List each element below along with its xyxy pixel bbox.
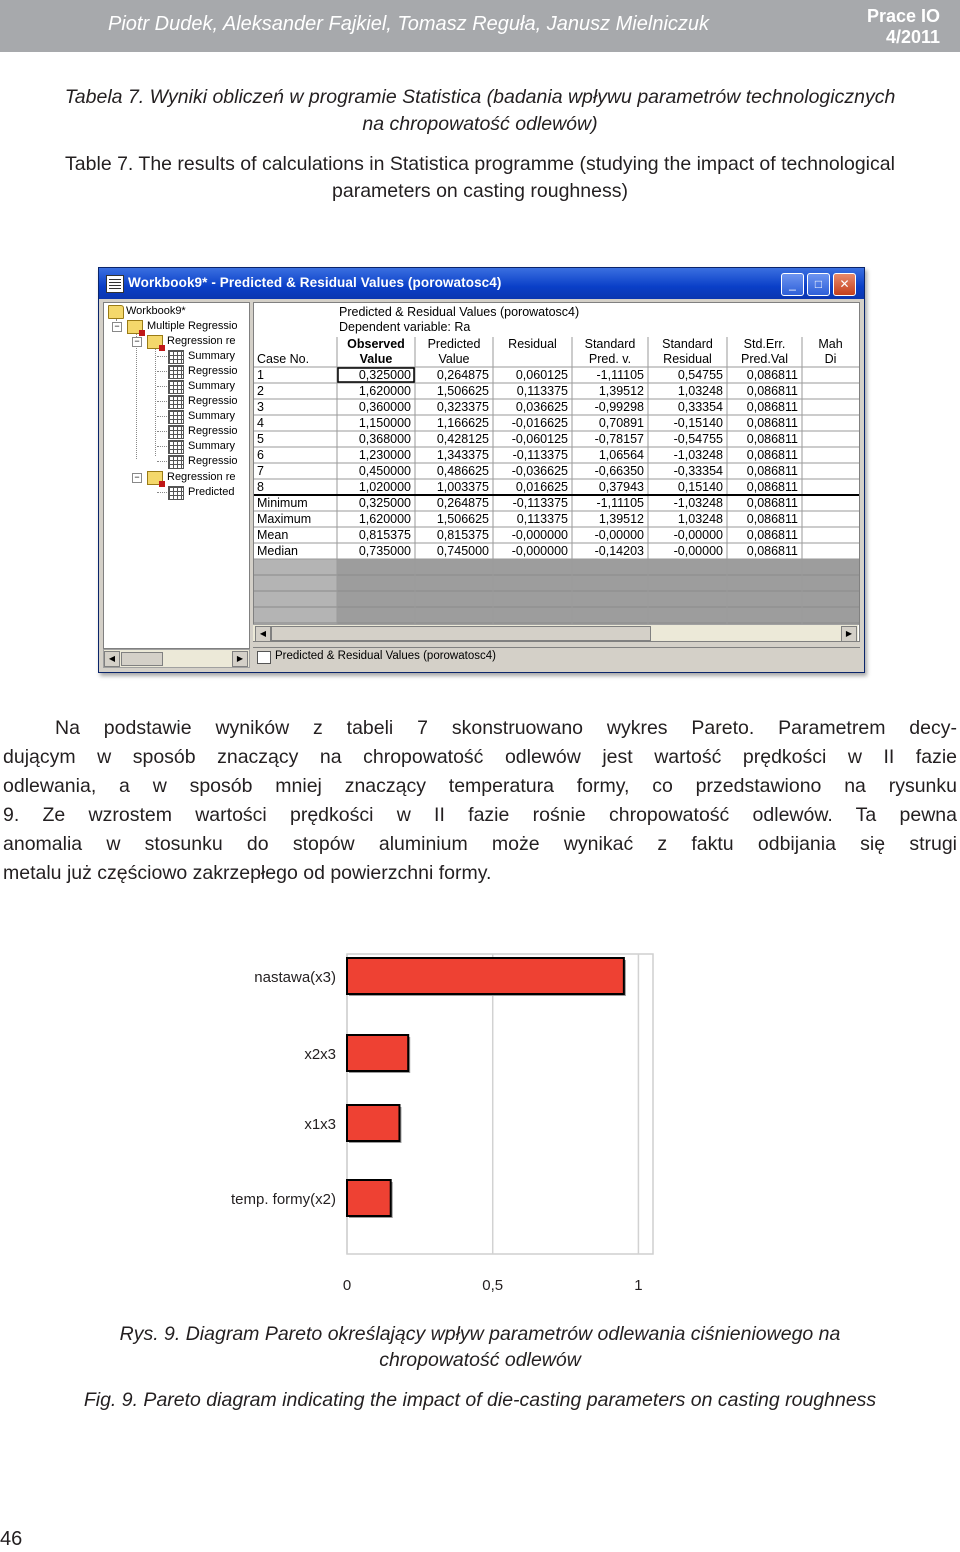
column-header: Di [824,352,837,366]
table-cell: -0,15140 [673,416,723,430]
tree-subfolder-label: Regression re [167,471,236,483]
table-cell: 0,264875 [436,368,489,382]
table-cell: 0,368000 [358,432,411,446]
spreadsheet-icon [168,380,184,394]
table-cell: 1,150000 [358,416,411,430]
tree-item-label: Predicted [188,486,235,498]
row-label: Minimum [257,496,308,510]
table-caption-pl-line1: Tabela 7. Wyniki obliczeń w programie Statistica (badania wpływu parametrów technologicznych [64,86,896,108]
collapse-icon[interactable]: − [112,322,122,332]
spreadsheet-icon [168,365,184,379]
paragraph-line: odlewania, a w sposób mniej znaczący temperatura formy, co przedstawiono na rysunku [3,775,957,797]
row-label: 2 [257,384,264,398]
tree-item-label: Regressio [188,365,238,377]
minimize-button[interactable]: _ [781,273,804,296]
table-cell: 0,086811 [746,416,798,430]
category-label: x1x3 [304,1116,336,1133]
table-cell: 0,086811 [746,448,798,462]
bar [347,958,624,994]
table-cell: 0,113375 [516,384,568,398]
bar [347,1180,391,1216]
table-cell: -0,060125 [511,432,568,446]
collapse-icon[interactable]: − [132,337,142,347]
table-cell: 0,086811 [746,480,798,494]
table-cell: -0,00000 [673,544,723,558]
scroll-right-arrow[interactable]: ▶ [841,626,857,642]
table-cell: 1,620000 [358,512,411,526]
table-cell: -1,03248 [673,496,723,510]
spreadsheet-icon [168,410,184,424]
spreadsheet-icon [168,440,184,454]
table-cell: 0,086811 [746,464,798,478]
sheet-horizontal-scrollbar[interactable] [253,624,858,641]
table-cell: 1,03248 [677,384,723,398]
table-cell: 1,620000 [358,384,411,398]
table-caption-en-line1: Table 7. The results of calculations in Statistica programme (studying the impact of technological [65,153,895,175]
paragraph-line: metalu już częściowo zakrzepłego od powierzchni formy. [3,862,492,884]
table-cell: 1,06564 [598,448,644,462]
spreadsheet-icon [168,395,184,409]
tree-item-label: Summary [188,350,236,362]
table-cell: 1,39512 [598,512,644,526]
table-cell: 0,325000 [358,368,411,382]
row-label: 1 [257,368,264,382]
paragraph-line: Na podstawie wyników z tabeli 7 skonstruowano wykres Pareto. Parametrem decy- [55,717,957,739]
page-header [0,0,960,52]
table-cell: 0,37943 [598,480,644,494]
table-cell: -0,66350 [594,464,644,478]
table-cell: -0,036625 [511,464,568,478]
sheet-header-dependent: Dependent variable: Ra [339,320,471,334]
results-spreadsheet [253,302,860,642]
table-cell: -1,11105 [596,496,644,510]
paragraph-line: anomalia w stosunku do stopów aluminium może wynikać z faktu odbijania się strugi [3,833,957,855]
table-cell: 1,230000 [358,448,411,462]
table-cell: 0,54755 [677,368,723,382]
tree-item-label: Regressio [188,395,238,407]
table-cell: -0,00000 [594,528,644,542]
paragraph-line: 9. Ze wzrostem wartości prędkości w II fazie rośnie chropowatość odlewów. Ta pewna [3,804,957,826]
tree-item-label: Regressio [188,425,238,437]
figure-caption-pl-line1 [0,1321,960,1348]
table-cell: 1,39512 [598,384,644,398]
category-label: x2x3 [304,1046,336,1063]
category-label: nastawa(x3) [254,969,336,986]
scroll-left-arrow[interactable]: ◀ [104,651,120,667]
analysis-folder-icon [127,320,143,334]
row-label: 8 [257,480,264,494]
paragraph-line: dującym w sposób znaczący na chropowatość odlewów jest wartość prędkości w II fazie [3,746,957,768]
table-cell: 0,086811 [746,432,798,446]
figure-caption-en: Fig. 9. Pareto diagram indicating the impact of die-casting parameters on casting roughness [83,1389,877,1411]
table-cell: 0,360000 [358,400,411,414]
table-cell: 1,506625 [436,384,489,398]
column-header: Pred.Val [740,352,788,366]
header-authors: Piotr Dudek, Aleksander Fajkiel, Tomasz Reguła, Janusz Mielniczuk [108,13,710,35]
table-cell: 1,020000 [358,480,411,494]
table-cell: 0,086811 [746,496,798,510]
column-header: Pred. v. [588,352,632,366]
table-cell: -0,54755 [673,432,723,446]
sheet-tab-strip [253,647,860,667]
row-label: Median [257,544,298,558]
table-cell: 0,086811 [746,512,798,526]
table-cell: 0,264875 [436,496,489,510]
scroll-left-arrow[interactable]: ◀ [255,626,271,642]
table-cell: 0,060125 [515,368,568,382]
row-label: 3 [257,400,264,414]
row-label: Mean [257,528,289,542]
table-cell: 0,33354 [677,400,723,414]
bar [347,1035,408,1071]
table-cell: 0,15140 [677,480,723,494]
table-cell: -1,03248 [673,448,723,462]
row-label: Maximum [257,512,312,526]
bar [347,1105,399,1141]
x-tick-label: 0,5 [482,1277,504,1294]
table-cell: 1,003375 [436,480,489,494]
table-cell: 0,745000 [436,544,489,558]
case-number-header: Case No. [257,352,310,366]
scroll-thumb[interactable] [121,652,163,666]
journal-issue: 4/2011 [885,27,940,47]
spreadsheet-icon [168,455,184,469]
window-titlebar[interactable] [99,268,864,299]
table-caption-en-line2: parameters on casting roughness) [332,180,628,202]
sheet-header-title: Predicted & Residual Values (porowatosc4) [339,305,580,319]
table-cell: 1,506625 [436,512,489,526]
tree-item-label: Summary [188,410,236,422]
body-paragraph [3,714,957,888]
table-cell: 0,086811 [746,384,798,398]
statistica-window [98,267,865,673]
tree-item-label: Summary [188,440,236,452]
figure-caption-pl-line2: chropowatość odlewów [379,1349,581,1371]
row-label: 6 [257,448,264,462]
table-cell: 0,036625 [515,400,568,414]
table-cell: -0,14203 [594,544,644,558]
table-cell: 0,086811 [746,368,798,382]
table-cell: 1,166625 [436,416,489,430]
table-cell: 0,113375 [516,512,568,526]
window-title: Workbook9* - Predicted & Residual Values (porowatosc4) [128,275,502,290]
workbook-icon [106,275,124,293]
table-cell: -0,016625 [511,416,568,430]
table-cell: -0,99298 [594,400,644,414]
table-cell: 0,450000 [358,464,411,478]
sheet-tab[interactable]: Predicted & Residual Values (porowatosc4) [275,650,496,662]
table-cell: 0,815375 [358,528,411,542]
page-number: 46 [0,1528,23,1550]
collapse-icon[interactable]: − [132,473,142,483]
figure-caption-pl-text: Rys. 9. Diagram Pareto określający wpływ parametrów odlewania ciśnieniowego na [119,1323,841,1345]
table-cell: 0,70891 [598,416,644,430]
table-cell: -0,78157 [594,432,644,446]
tree-subfolder-label: Regression re [167,335,236,347]
row-label: 5 [257,432,264,446]
table-cell: 1,03248 [677,512,723,526]
spreadsheet-icon [168,486,184,500]
table-cell: 0,735000 [358,544,411,558]
workbook-tree [103,302,250,649]
table-cell: -0,00000 [673,528,723,542]
folder-icon [108,305,124,319]
table-cell: 0,486625 [436,464,489,478]
tree-root-label: Workbook9* [126,305,186,317]
analysis-folder-icon [147,471,163,485]
table-cell: 0,086811 [746,528,798,542]
table-cell: 0,325000 [358,496,411,510]
table-cell: 0,323375 [436,400,489,414]
spreadsheet-icon [168,425,184,439]
column-header: Std.Err. [743,337,786,351]
column-header: Observed [347,337,405,351]
scroll-thumb[interactable] [271,626,651,641]
column-header: Standard [662,337,713,351]
spreadsheet-icon [168,350,184,364]
spreadsheet-icon [257,651,271,664]
table-cell: 0,086811 [746,544,798,558]
column-header: Predicted [427,337,481,351]
table-cell: 0,016625 [515,480,568,494]
column-header: Standard [584,337,636,351]
table-cell: -0,113375 [512,448,568,462]
x-tick-label: 0 [342,1277,352,1294]
table-cell: -0,33354 [673,464,723,478]
tree-folder-label: Multiple Regressio [147,320,238,332]
pareto-chart [0,940,960,1300]
maximize-button[interactable]: □ [807,273,830,296]
row-label: 7 [257,464,264,478]
tree-item-label: Regressio [188,455,238,467]
table-caption-pl-line2: na chropowatość odlewów) [362,113,598,135]
close-button[interactable]: ✕ [833,273,856,296]
table-cell: -1,11105 [596,368,644,382]
column-header: Residual [663,352,712,366]
table-cell: -0,000000 [511,528,568,542]
row-label: 4 [257,416,264,430]
column-header: Value [438,352,470,366]
column-header: Mah [818,337,843,351]
column-header: Residual [508,337,557,351]
category-label: temp. formy(x2) [230,1191,336,1208]
table-cell: 0,815375 [436,528,489,542]
scroll-right-arrow[interactable]: ▶ [232,651,248,667]
table-cell: 0,086811 [746,400,798,414]
table-cell: -0,113375 [512,496,568,510]
tree-horizontal-scrollbar[interactable] [103,649,250,668]
table-cell: -0,000000 [511,544,568,558]
analysis-folder-icon [147,335,163,349]
column-header: Value [359,352,393,366]
table-cell: 1,343375 [436,448,489,462]
header-journal [867,6,940,48]
journal-name: Prace IO [866,6,940,26]
x-tick-label: 1 [634,1277,643,1294]
table-cell: 0,428125 [436,432,489,446]
tree-item-label: Summary [188,380,236,392]
